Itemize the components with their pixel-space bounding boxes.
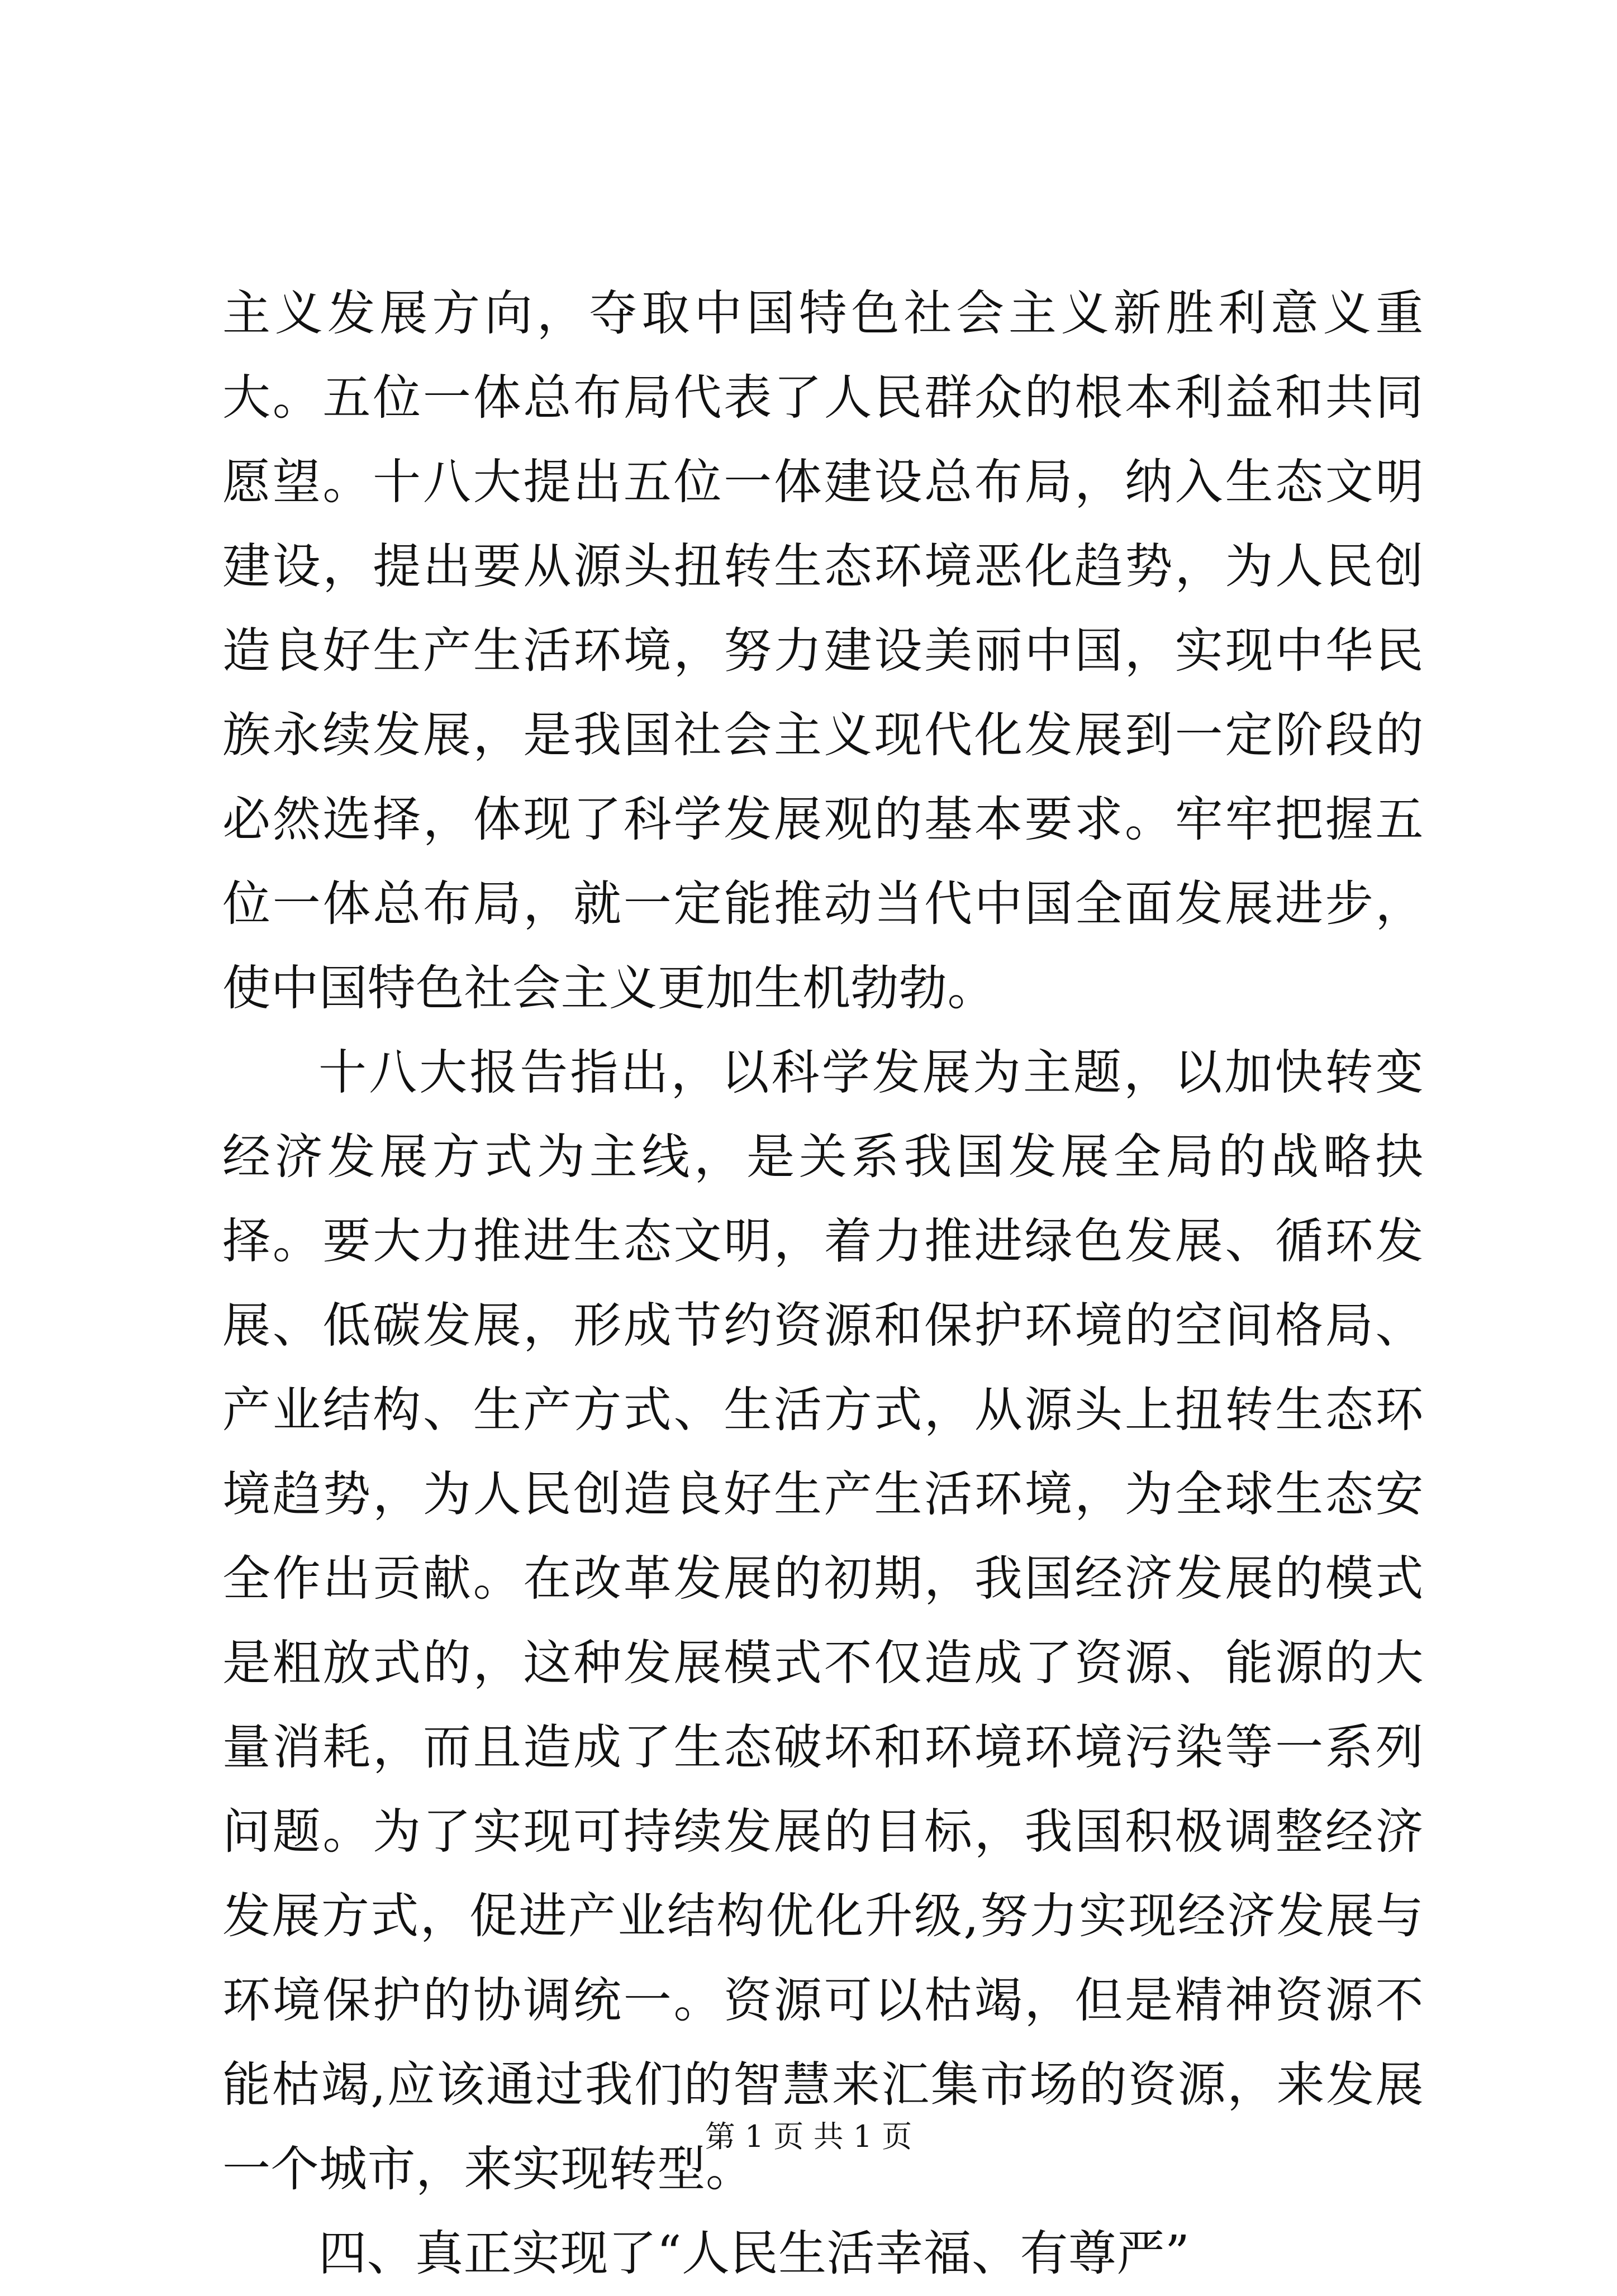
paragraph-2: 十八大报告指出，以科学发展为主题，以加快转变经济发展方式为主线，是关系我国发展全局的战略抉择。要大力推进生态文明，着力推进绿色发展、循环发展、低碳发展，形成节约资源和保护环境的空间格局、产业结构、生产方式、生活方式，从源头上扭转生态环境趋势，为人民创造良好生产生活环境，为全球生态安全作出贡献。在改革发展的初期，我国经济发展的模式是粗放式的，这种发展模式不仅造成了资源、能源的大量消耗，而且造成了生态破坏和环境环境污染等一系列问题。为了实现可持续发展的目标，我国积极调整经济发展方式，促进产业结构优化升级,努力实现经济发展与环境保护的协调统一。资源可以枯竭，但是精神资源不能枯竭,应该通过我们的智慧来汇集市场的资源，来发展一个城市，来实现转型。 (222, 1045, 1424, 2197)
page-footer: 第 1 页 共 1 页 (705, 2119, 912, 2154)
paragraph-1: 主义发展方向，夺取中国特色社会主义新胜利意义重大。五位一体总布局代表了人民群众的根本利益和共同愿望。十八大提出五位一体建设总布局，纳入生态文明建设，提出要从源头扭转生态环境恶化趋势，为人民创造良好生产生活环境，努力建设美丽中国，实现中华民族永续发展，是我国社会主义现代化发展到一定阶段的必然选择，体现了科学发展观的基本要求。牢牢把握五位一体总布局，就一定能推动当代中国全面发展进步，使中国特色社会主义更加生机勃勃。 (222, 285, 1424, 1016)
section-heading: 四、真正实现了“人民生活幸福、有尊严” (318, 2226, 1190, 2281)
document-body (222, 271, 1424, 2296)
